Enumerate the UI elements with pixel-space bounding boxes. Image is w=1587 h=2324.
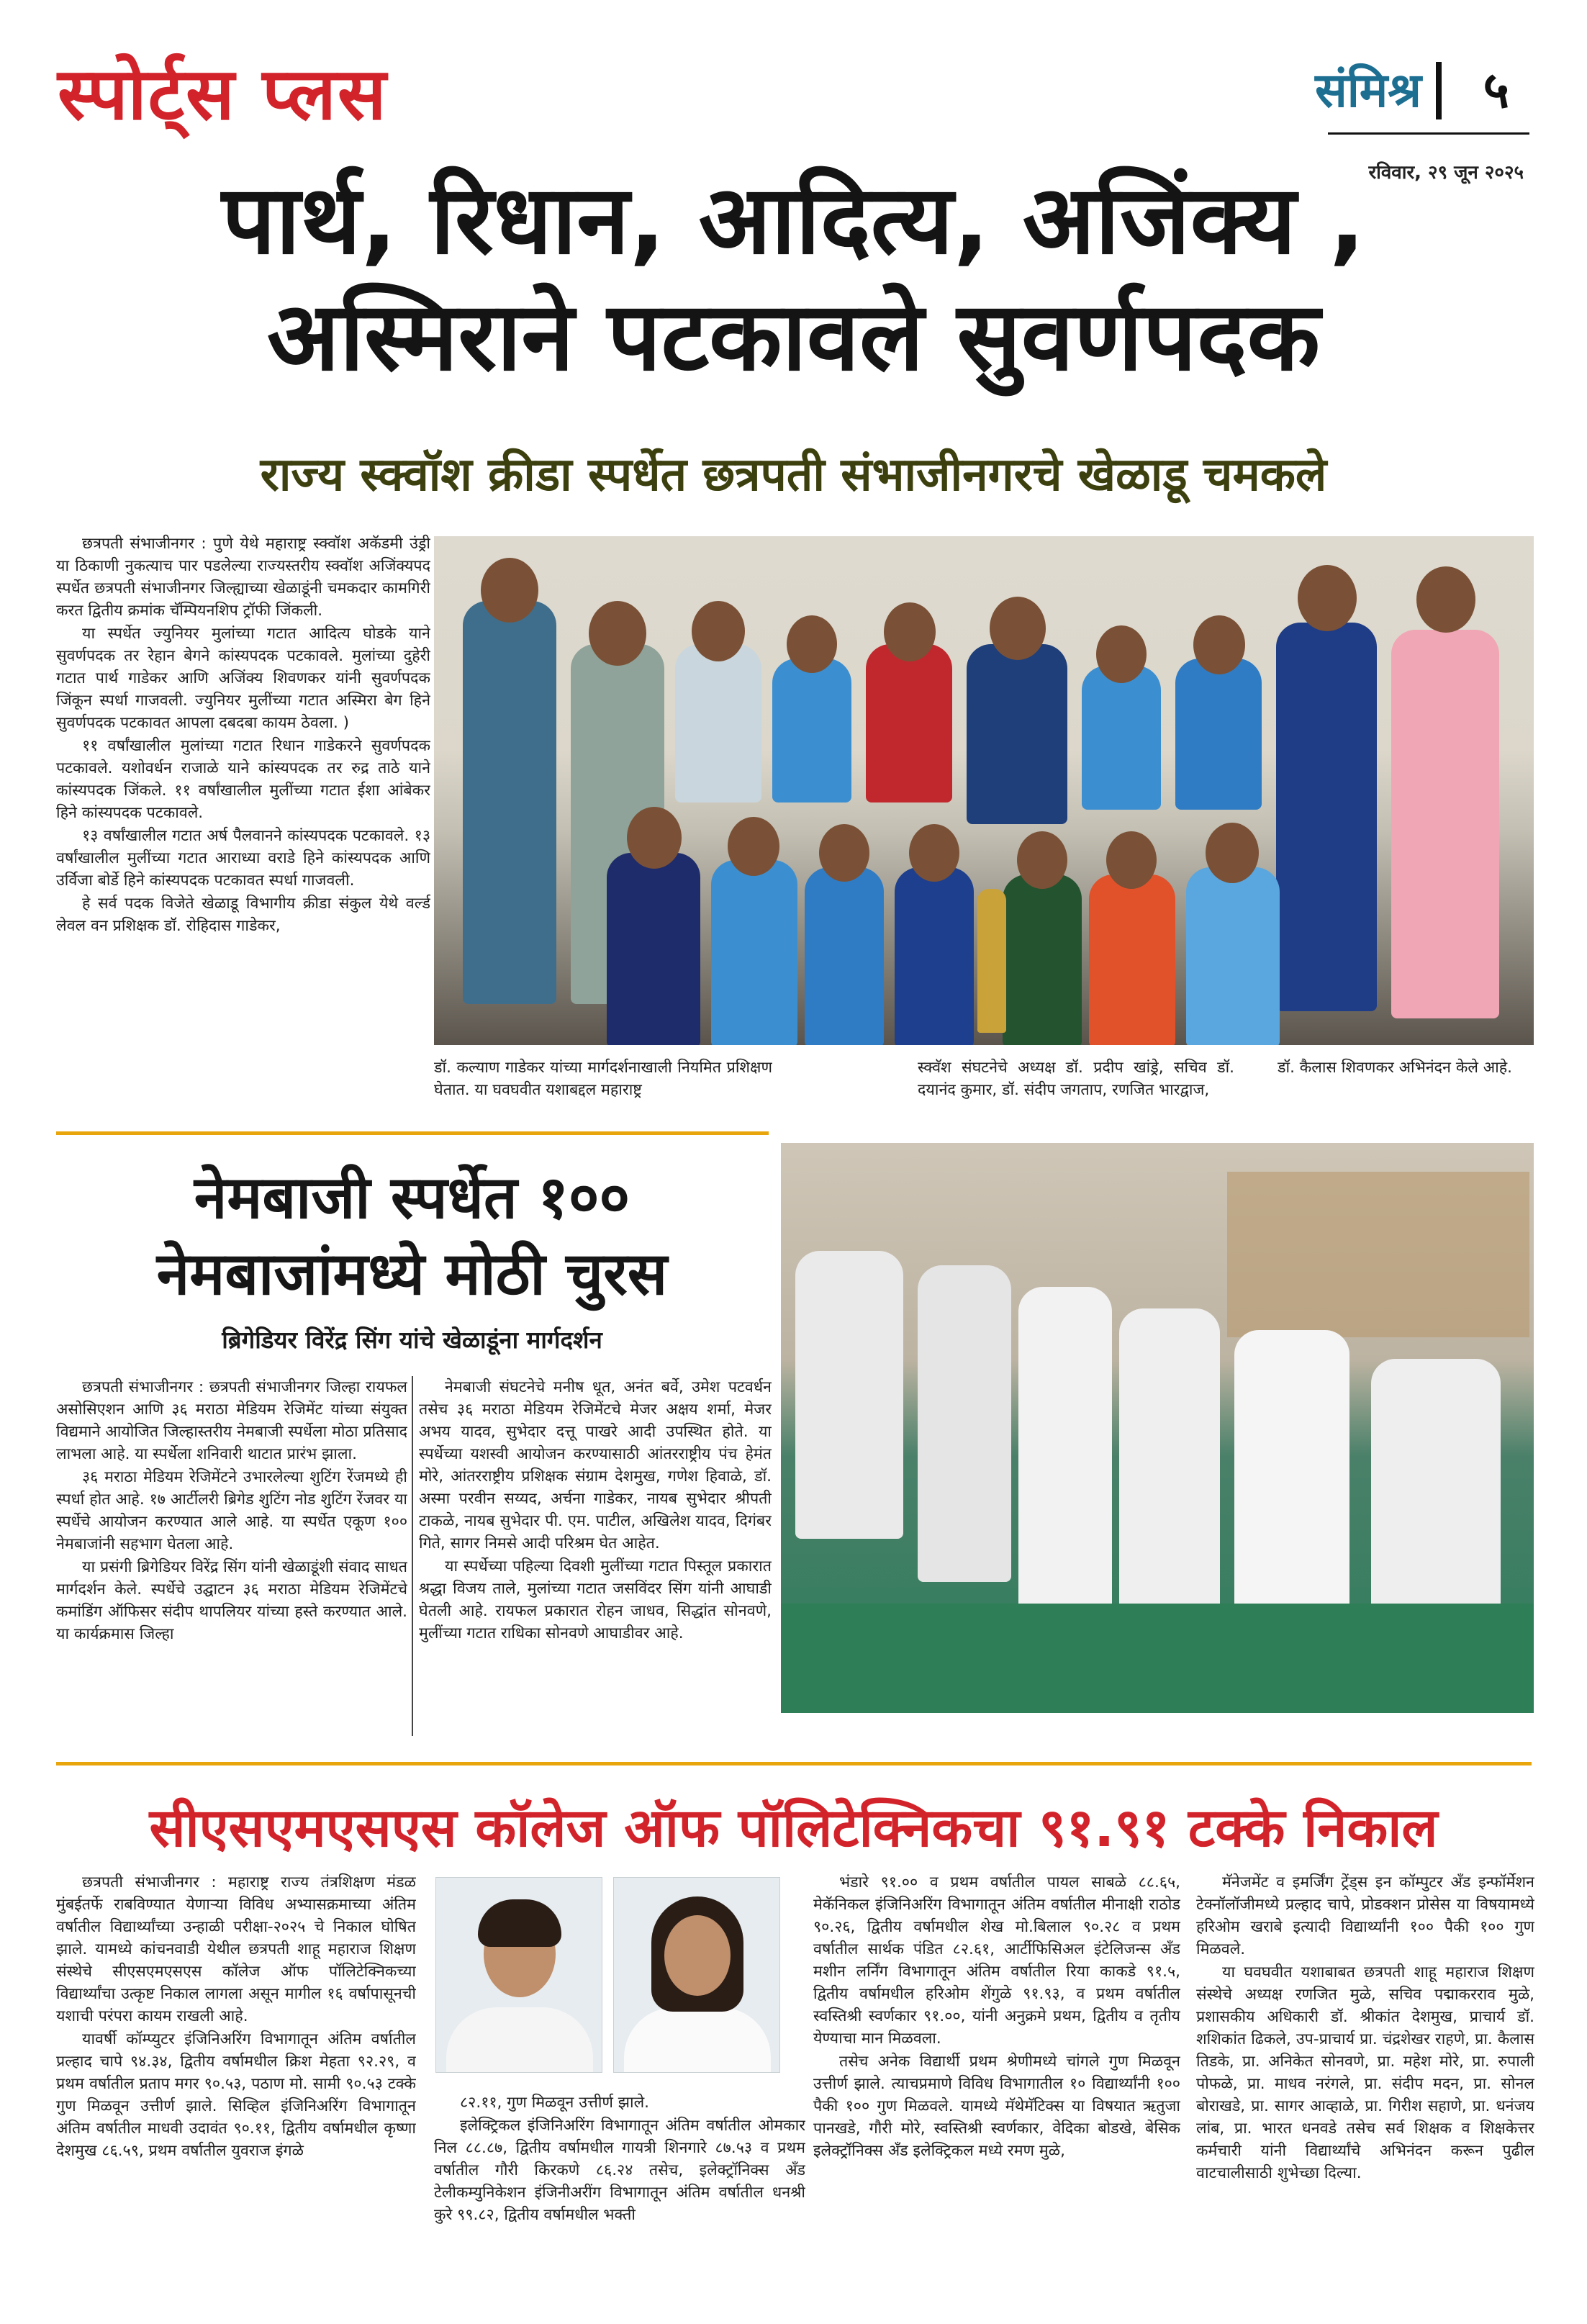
photo-figure-head xyxy=(819,824,869,882)
portrait-face xyxy=(664,1915,731,1996)
photo-figure-head xyxy=(1416,566,1475,633)
article3-paragraph: इलेक्ट्रिकल इंजिनिअरिंग विभागातून अंतिम वर्षातील ओमकार निल ८८.८७, द्वितीय वर्षामधील गायत्री शिनगारे ८७.५३ व प्रथम वर्षातील गौरी किरकणे ८६.२४ तसेच, इलेक्ट्रॉनिक्स अँड टेलीकम्युनिकेशन इंजिनीअरींग विभागातून अंतिम वर्षातील धनश्री कुरे ९९.८२, द्वितीय वर्षामधील भक्ती xyxy=(434,2117,805,2224)
photo-figure xyxy=(711,860,797,1045)
article2-headline xyxy=(65,1160,759,1313)
photo-figure xyxy=(463,601,556,1004)
article2-paragraph: छत्रपती संभाजीनगर : छत्रपती संभाजीनगर जिल्हा रायफल असोसिएशन आणि ३६ मराठा मेडियम रेजिमेंट यांच्या संयुक्त विद्यमाने आयोजित जिल्हास्तरीय नेमबाजी स्पर्धेला मोठा प्रतिसाद लाभला आहे. या स्पर्धेला शनिवारी थाटात प्रारंभ झाला. xyxy=(56,1378,407,1463)
section-header xyxy=(1242,58,1529,184)
article3-paragraph: तसेच अनेक विद्यार्थी प्रथम श्रेणीमध्ये चांगले गुण मिळवून उत्तीर्ण झाले. त्याचप्रमाणे विविध विभागातील १० विद्यार्थ्यांनी १०० पैकी १०० गुण मिळवले. यामध्ये मॅथेमॅटिक्स या विषयात ऋतुजा पानखडे, गौरी मोरे, स्वस्तिश्री स्वर्णकार, वेदिका बोडखे, बेसिक इलेक्ट्रॉनिक्स अँड इलेक्ट्रिकल मध्ये रमण मुळे, xyxy=(813,2053,1180,2160)
photo-figure-head xyxy=(1106,831,1157,889)
article1-column xyxy=(56,533,430,1101)
article2-column-2 xyxy=(419,1376,772,1750)
article1-subheadline: राज्य स्क्वॉश क्रीडा स्पर्धेत छत्रपती संभाजीनगरचे खेळाडू चमकले xyxy=(260,448,1327,502)
section-divider xyxy=(56,1762,1532,1765)
photo-figure xyxy=(795,1251,903,1539)
photo-figure xyxy=(1003,874,1082,1045)
photo-figure-head xyxy=(1298,565,1357,631)
photo-figure xyxy=(1175,659,1262,810)
student-portrait-boy xyxy=(435,1877,602,2073)
photo-figure xyxy=(607,853,700,1045)
article3-column-1 xyxy=(56,1871,416,2296)
photo-figure xyxy=(1119,1308,1220,1647)
photo-figure xyxy=(675,644,761,802)
article1-continuation: डॉ. कल्याण गाडेकर यांच्या मार्गदर्शनाखाली नियमित प्रशिक्षण घेतात. या घवघवीत यशाबद्दल महाराष्ट्र xyxy=(434,1059,772,1099)
page-number: ५ xyxy=(1483,60,1509,119)
article1-headline-line2: अस्मिराने पटकावले सुवर्णपदक xyxy=(266,281,1321,392)
article1-paragraph: १३ वर्षांखालील गटात अर्ष पैलवानने कांस्यपदक पटकावले. १३ वर्षांखालील मुलींच्या गटात आराध्या वराडे हिने कांस्यपदक आणि उर्विजा बोर्डे हिने कांस्यपदक पटकावत स्पर्धा गाजवली. xyxy=(56,827,430,890)
photo-figure xyxy=(895,867,974,1045)
article2-headline-line2: नेमबाजांमध्ये मोठी चुरस xyxy=(156,1240,668,1308)
article1-headline xyxy=(86,162,1501,395)
photo-figure xyxy=(918,1265,1011,1582)
article1-paragraph: या स्पर्धेत ज्युनियर मुलांच्या गटात आदित्य घोडके याने सुवर्णपदक तर रेहान बेगने कांस्यपदक पटकावले. मुलांच्या दुहेरी गटात पार्थ गाडेकर आणि अजिंक्य शिवणकर यांनी सुवर्णपदक जिंकून स्पर्धा गाजवली. ज्युनियर मुलींच्या गटात अस्मिरा बेग हिने सुवर्णपदक पटकावत आपला दबदबा कायम ठेवला. ) xyxy=(56,625,430,732)
photo-figure-head xyxy=(627,807,682,869)
article1-paragraph: ११ वर्षांखालील मुलांच्या गटात रिधान गाडेकरने सुवर्णपदक पटकावले. यशोवर्धन राजाळे याने कांस्यपदक तर रुद्र ताठे याने कांस्यपदक जिंकले. ११ वर्षांखालील मुलींच्या गटात ईशा आंबेकर हिने कांस्यपदक पटकावले. xyxy=(56,737,430,822)
article3-paragraph: छत्रपती संभाजीनगर : महाराष्ट्र राज्य तंत्रशिक्षण मंडळ मुंबईतर्फे राबविण्यात येणाऱ्या विविध अभ्यासक्रमाच्या अंतिम वर्षातील विद्यार्थ्यांच्या उन्हाळी परीक्षा-२०२५ चे निकाल घोषित झाले. यामध्ये कांचनवाडी येथील छत्रपती शाहू महाराज शिक्षण संस्थेचे सीएसएमएसएस कॉलेज ऑफ पॉलिटेक्निकच्या विद्यार्थ्यांचा उत्कृष्ट निकाल लागला असून मागील १६ वर्षापासूनची यशाची परंपरा कायम राखली आहे. xyxy=(56,1873,416,2025)
issue-date: रविवार, २९ जून २०२५ xyxy=(1368,162,1524,184)
photo-figure-head xyxy=(692,601,745,661)
photo-figure xyxy=(1276,623,1377,1011)
date-rule xyxy=(1328,132,1529,135)
photo-figure xyxy=(1186,867,1280,1045)
photo-figure xyxy=(1089,874,1175,1045)
article3-paragraph: या घवघवीत यशाबाबत छत्रपती शाहू महाराज शिक्षण संस्थेचे अध्यक्ष रणजित मुळे, सचिव पद्माकरराव मुळे, प्रशासकीय अधिकारी डॉ. श्रीकांत देशमुख, प्राचार्य डॉ. शशिकांत ढिकले, उप-प्राचार्य प्रा. चंद्रशेखर राहणे, प्रा. कैलास तिडके, प्रा. अनिकेत सोनवणे, प्रा. महेश मोरे, प्रा. रुपाली पोफळे, प्रा. माधव नरंगले, प्रा. संदीप मदन, प्रा. सोनल बोराखडे, प्रा. सागर आव्हाळे, प्रा. गिरीश सहाणे, प्रा. धनंजय लांब, प्रा. भारत धनवडे तसेच सर्व शिक्षक व शिक्षकेत्तर कर्मचारी यांनी विद्यार्थ्यांचे अभिनंदन करून पुढील वाटचालीसाठी शुभेच्छा दिल्या. xyxy=(1196,1963,1534,2182)
article2-paragraph: या स्पर्धेच्या पहिल्या दिवशी मुलींच्या गटात पिस्तूल प्रकारात श्रद्धा विजय ताले, मुलांच्या गटात जसविंदर सिंग यांनी आघाडी घेतली आहे. रायफल प्रकारात रोहन जाधव, सिद्धांत सोनवणे, मुलींच्या गटात राधिका सोनवणे आघाडीवर आहे. xyxy=(419,1557,772,1642)
article2-headline-line1: नेमबाजी स्पर्धेत १०० xyxy=(194,1164,630,1232)
article3-headline: सीएसएमएसएस कॉलेज ऑफ पॉलिटेक्निकचा ९१.९१ टक्के निकाल xyxy=(149,1797,1438,1859)
photo-figure-head xyxy=(1017,831,1067,889)
photo-figure xyxy=(805,867,884,1045)
photo-figure-head xyxy=(728,817,779,876)
article1-paragraph: छत्रपती संभाजीनगर : पुणे येथे महाराष्ट्र स्क्वॉश अकॅडमी उंड्री या ठिकाणी नुकत्याच पार पडलेल्या राज्यस्तरीय स्क्वॉश अजिंक्यपद स्पर्धेत छत्रपती संभाजीनगर जिल्ह्याच्या खेळाडूंनी चमकदार कामगिरी करत द्वितीय क्रमांक चॅम्पियनशिप ट्रॉफी जिंकली. xyxy=(56,535,430,620)
portrait-hair xyxy=(478,1899,561,1947)
photo-figure xyxy=(866,644,952,802)
section-separator xyxy=(1436,62,1442,119)
article2-paragraph: नेमबाजी संघटनेचे मनीष धूत, अनंत बर्वे, उमेश पटवर्धन तसेच ३६ मराठा मेडियम रेजिमेंटचे मेजर अक्षय शर्मा, मेजर अभय यादव, सुभेदार दत्तू पाखरे आदी उपस्थित होते. या स्पर्धेच्या यशस्वी आयोजन करण्यासाठी आंतरराष्ट्रीय पंच हेमंत मोरे, आंतरराष्ट्रीय प्रशिक्षक संग्राम देशमुख, गणेश हिवाळे, डॉ. अस्मा परवीन सय्यद, अर्चना गाडेकर, नायब सुभेदार श्रीपती टाकळे, नायब सुभेदार पी. एम. पाटील, अखिलेश यादव, दिगंबर गिते, सागर निमसे आदी परिश्रम घेत आहेत. xyxy=(419,1378,772,1552)
article1-headline-line1: पार्थ, रिधान, आदित्य, अजिंक्य , xyxy=(222,165,1365,276)
photo-figure-head xyxy=(909,824,959,882)
photo-figure xyxy=(967,644,1067,824)
photo-figure xyxy=(1391,630,1499,1018)
article3-column-3 xyxy=(813,1871,1180,2296)
photo-figure-head xyxy=(1206,823,1259,883)
article3-paragraph: यावर्षी कॉम्प्युटर इंजिनिअरिंग विभागातून अंतिम वर्षातील प्रल्हाद चापे ९४.३४, द्वितीय वर्षामधील क्रिश मेहता ९२.२९, व प्रथम वर्षातील प्रताप मगर ९०.५३, पठाण मो. सामी ९०.५३ टक्के गुण मिळवून उत्तीर्ण झाले. सिव्हिल इंजिनिअरिंग विभागातून अंतिम वर्षातील माधवी उदावंत ९०.११, द्वितीय वर्षामधील कृष्णा देशमुख ८६.५९, प्रथम वर्षातील युवराज इंगळे xyxy=(56,2030,416,2160)
article2-column-1 xyxy=(56,1376,407,1750)
article3-paragraph: भंडारे ९१.०० व प्रथम वर्षातील पायल साबळे ८८.६५, मेकॅनिकल इंजिनिअरिंग विभागातून अंतिम वर्षातील मीनाक्षी राठोड ९०.२६, द्वितीय वर्षामधील शेख मो.बिलाल ९०.२८ व प्रथम वर्षातील सार्थक पंडित ८२.६१, आर्टीफिसिअल इंटेलिजन्स अँड मशीन लर्निंग विभागातून अंतिम वर्षातील रिया काकडे ९१.५, द्वितीय वर्षामधील हरिओम शेंगुळे ९१.९३, व प्रथम वर्षातील स्वस्तिश्री स्वर्णकार ९१.००, यांनी अनुक्रमे प्रथम, द्वितीय व तृतीय येण्याचा मान मिळवला. xyxy=(813,1873,1180,2048)
article1-paragraph: हे सर्व पदक विजेते खेळाडू विभागीय क्रीडा संकुल येथे वर्ल्ड लेवल वन प्रशिक्षक डॉ. रोहिदास गाडेकर, xyxy=(56,895,430,935)
photo-figure-head xyxy=(990,597,1046,660)
student-portrait-girl xyxy=(613,1877,780,2073)
trophy xyxy=(977,889,1006,1033)
article2-paragraph: ३६ मराठा मेडियम रेजिमेंटने उभारलेल्या शुटिंग रेंजमध्ये ही स्पर्धा होत आहे. १७ आर्टीलरी ब्रिगेड शुटिंग नोड शुटिंग रेंजवर या स्पर्धेचे आयोजन करण्यात आले आहे. या स्पर्धेत एकूण १०० नेमबाजांनी सहभाग घेतला आहे. xyxy=(56,1468,407,1553)
photo-figure-head xyxy=(481,558,538,623)
article2-paragraph: या प्रसंगी ब्रिगेडियर विरेंद्र सिंग यांनी खेळाडूंशी संवाद साधत मार्गदर्शन केले. स्पर्धेचे उद्घाटन ३६ मराठा मेडियम रेजिमेंटचे कमांडिंग ऑफिसर संदीप थापलियर यांच्या हस्ते करण्यात आले. या कार्यक्रमास जिल्हा xyxy=(56,1558,407,1643)
column-divider xyxy=(412,1376,413,1736)
article1-continuation: डॉ. कैलास शिवणकर अभिनंदन केले आहे. xyxy=(1278,1059,1512,1077)
article3-column-4 xyxy=(1196,1871,1534,2296)
article3-column-2 xyxy=(434,2092,805,2307)
section-name: संमिश्र xyxy=(1315,62,1421,118)
article1-continuation: स्क्वॅश संघटनेचे अध्यक्ष डॉ. प्रदीप खांड्रे, सचिव डॉ. दयानंद कुमार, डॉ. संदीप जगताप, रणजित भारद्वाज, xyxy=(918,1059,1234,1099)
article3-paragraph: मॅनेजमेंट व इमर्जिंग ट्रेंड्स इन कॉम्पुटर अँड इन्फॉर्मेशन टेक्नॉलॉजीमध्ये प्रल्हाद चापे, प्रोडक्शन प्रोसेस या विषयामध्ये हरिओम खराबे इत्यादी विद्यार्थ्यांनी १०० पैकी १०० गुण मिळवले. xyxy=(1196,1873,1534,1958)
photo-figure-head xyxy=(1096,625,1147,683)
photo-figure xyxy=(772,659,851,802)
masthead-brand: स्पोर्ट्स प्लस xyxy=(58,51,388,136)
photo-figure-head xyxy=(589,601,646,666)
portrait-shirt xyxy=(624,2007,771,2073)
shooting-range-photo xyxy=(781,1143,1534,1713)
section-divider xyxy=(56,1131,769,1135)
photo-figure xyxy=(1082,666,1161,810)
portrait-shirt xyxy=(446,2007,593,2073)
photo-figure xyxy=(1018,1287,1112,1618)
range-floor xyxy=(781,1604,1534,1713)
photo-figure-head xyxy=(884,602,936,661)
article3-paragraph: ८२.११, गुण मिळवून उत्तीर्ण झाले. xyxy=(460,2094,650,2112)
squash-team-photo xyxy=(434,536,1534,1045)
article2-subheadline: ब्रिगेडियर विरेंद्र सिंग यांचे खेळाडूंना मार्गदर्शन xyxy=(222,1326,602,1354)
target-wall xyxy=(1227,1172,1529,1337)
photo-figure-head xyxy=(787,615,837,673)
photo-figure-head xyxy=(1193,615,1245,674)
